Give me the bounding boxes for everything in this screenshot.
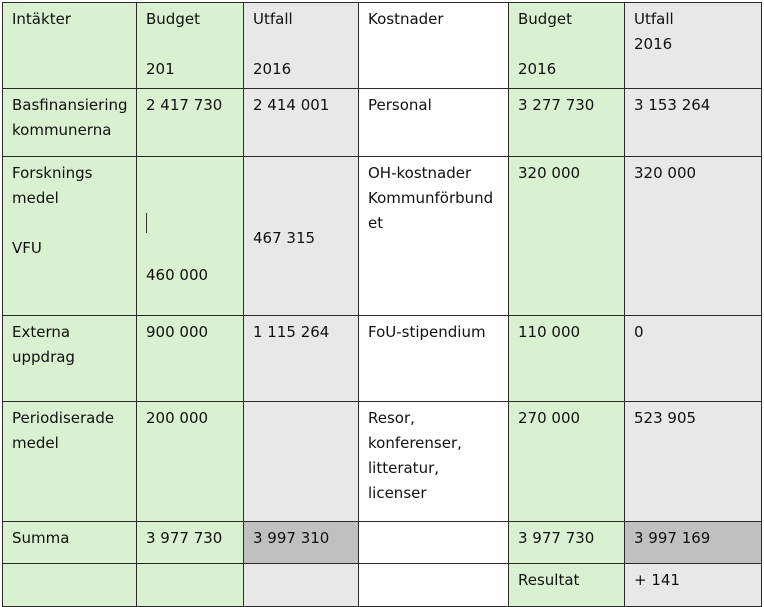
- budget-cost-value: 320 000: [509, 157, 625, 316]
- empty-cell: [3, 564, 137, 607]
- header-outcome-income: Utfall 2016: [244, 3, 359, 89]
- empty-cell: [137, 564, 244, 607]
- cost-label: FoU-stipendium: [359, 316, 509, 402]
- result-row: [3, 564, 762, 607]
- budget-income-value: 460 000: [146, 266, 209, 284]
- outcome-income-value: 1 115 264: [244, 316, 359, 402]
- sum-budget-income: 3 977 730: [137, 522, 244, 564]
- empty-cell: [244, 564, 359, 607]
- sum-cost: [359, 522, 509, 564]
- outcome-cost-value: 523 905: [625, 402, 762, 522]
- header-budget-costs: Budget 2016: [509, 3, 625, 89]
- budget-income-value: 2 417 730: [137, 89, 244, 157]
- budget-income-value: 900 000: [137, 316, 244, 402]
- text-cursor: [146, 213, 147, 233]
- cost-label: Resor, konferenser, litteratur, licenser: [359, 402, 509, 522]
- table-row: [3, 157, 762, 316]
- header-row: [3, 3, 762, 89]
- header-income: Intäkter: [3, 3, 137, 89]
- result-label: Resultat: [509, 564, 625, 607]
- sum-budget-cost: 3 977 730: [509, 522, 625, 564]
- empty-cell: [359, 564, 509, 607]
- table-row: [3, 316, 762, 402]
- sum-outcome-cost: 3 997 169: [625, 522, 762, 564]
- outcome-income-value: 467 315: [244, 157, 359, 316]
- table-row: [3, 402, 762, 522]
- cost-label: Personal: [359, 89, 509, 157]
- budget-income-value: 200 000: [137, 402, 244, 522]
- budget-cost-value: 3 277 730: [509, 89, 625, 157]
- header-costs: Kostnader: [359, 3, 509, 89]
- income-label: Periodiserade medel: [3, 402, 137, 522]
- income-label: Basfinansiering kommunerna: [3, 89, 137, 157]
- income-label: Forsknings medel VFU: [3, 157, 137, 316]
- outcome-cost-value: 0: [625, 316, 762, 402]
- outcome-cost-value: 3 153 264: [625, 89, 762, 157]
- outcome-income-value: 2 414 001: [244, 89, 359, 157]
- cost-label: OH-kostnader Kommunförbund et: [359, 157, 509, 316]
- outcome-cost-value: 320 000: [625, 157, 762, 316]
- income-label: Externa uppdrag: [3, 316, 137, 402]
- sum-row: [3, 522, 762, 564]
- table-row: [3, 89, 762, 157]
- budget-cost-value: 110 000: [509, 316, 625, 402]
- header-budget-income: Budget 201: [137, 3, 244, 89]
- budget-income-cell: [137, 157, 244, 316]
- sum-label: Summa: [3, 522, 137, 564]
- result-value: + 141: [625, 564, 762, 607]
- budget-cost-value: 270 000: [509, 402, 625, 522]
- sum-outcome-income: 3 997 310: [244, 522, 359, 564]
- outcome-income-value: [244, 402, 359, 522]
- budget-table: [2, 2, 762, 607]
- header-outcome-costs: Utfall 2016: [625, 3, 762, 89]
